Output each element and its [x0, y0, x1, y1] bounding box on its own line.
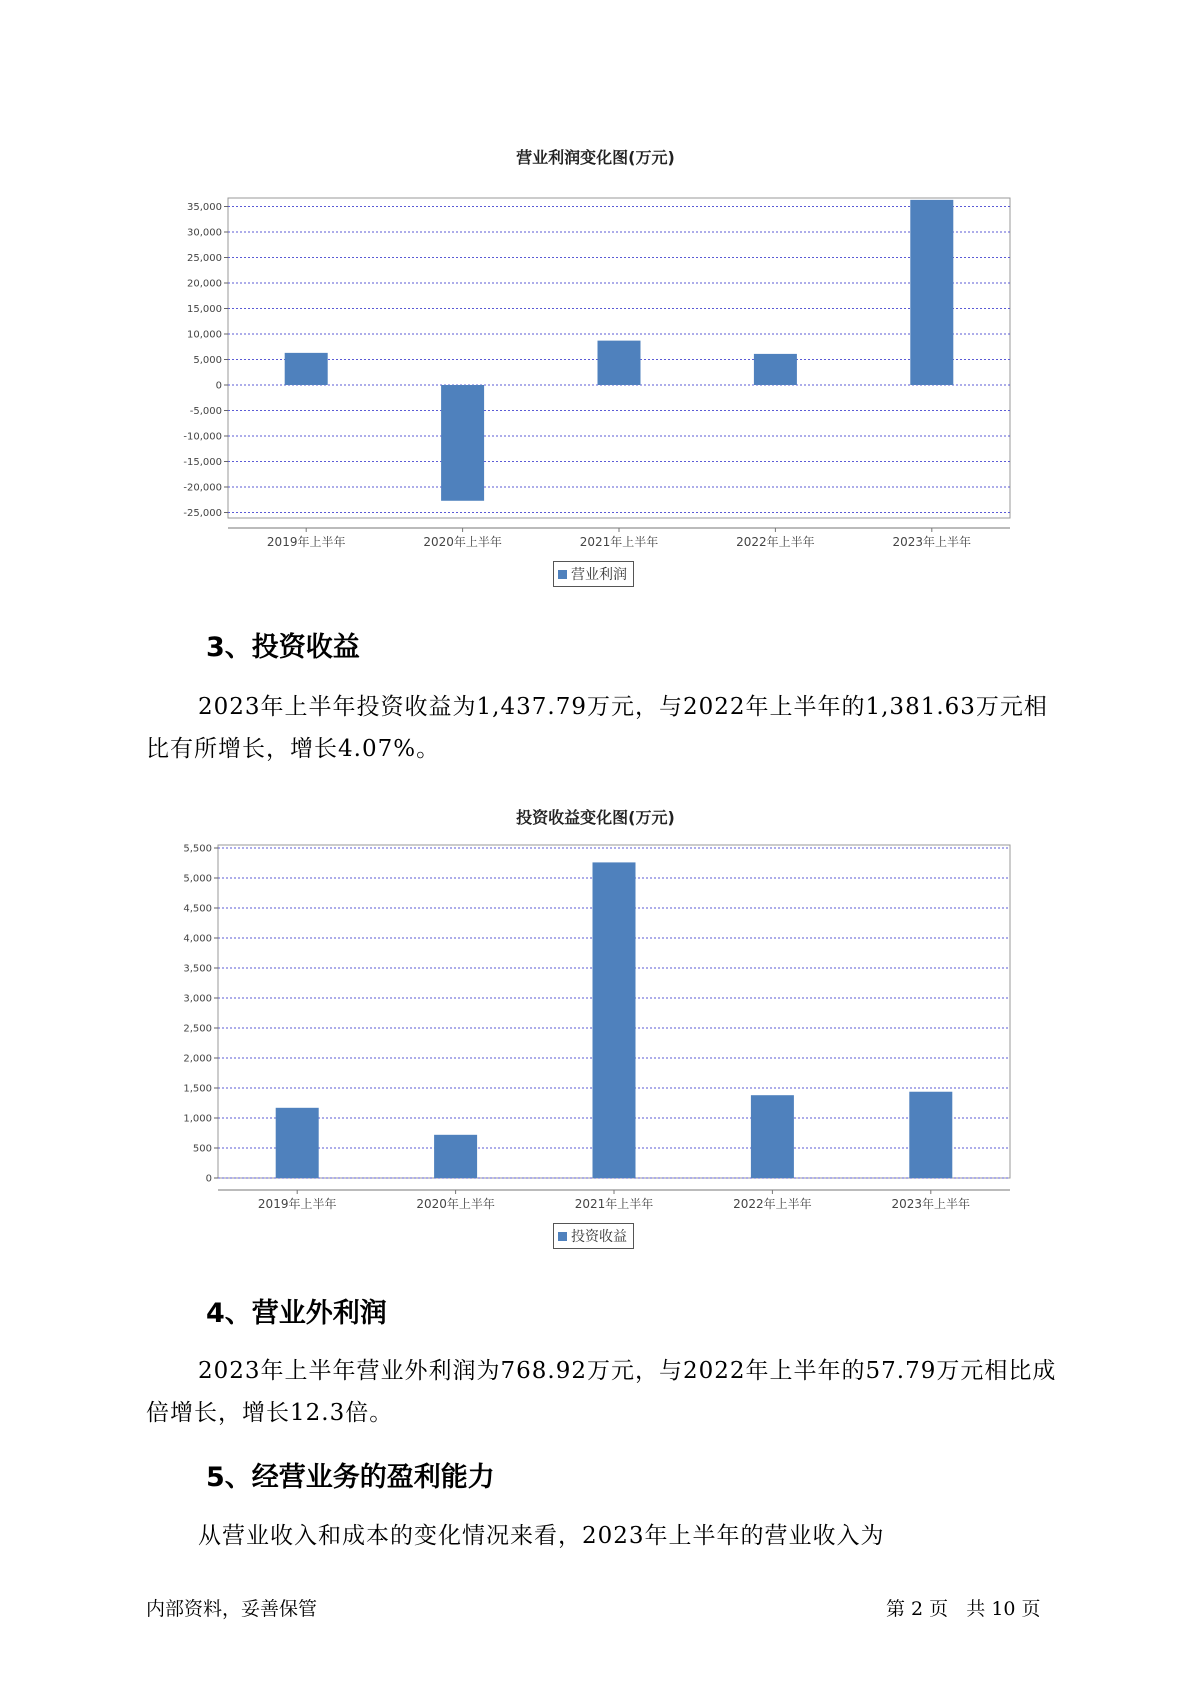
bar [593, 862, 636, 1178]
legend-swatch [558, 1232, 567, 1241]
legend-label: 营业利润 [571, 567, 627, 583]
y-tick-label: 25,000 [187, 253, 222, 264]
y-tick-label: 1,500 [183, 1083, 212, 1095]
y-tick-label: 0 [215, 380, 222, 392]
y-tick-label: 1,000 [183, 1113, 212, 1125]
y-tick-label: -25,000 [183, 508, 222, 519]
y-tick-label: 4,500 [183, 903, 212, 915]
x-tick-label: 2019年上半年 [257, 1197, 337, 1211]
non-operating-profit-paragraph: 2023年上半年营业外利润为768.92万元，与2022年上半年的57.79万元相比成倍增长，增长12.3倍。 [146, 1358, 1057, 1426]
y-tick-label: 0 [205, 1173, 212, 1185]
x-tick-label: 2022年上半年 [733, 1197, 812, 1211]
x-tick-label: 2021年上半年 [574, 1197, 654, 1211]
chart-title: 营业利润变化图(万元) [516, 148, 675, 167]
y-tick-label: 3,000 [183, 993, 212, 1005]
profitability-paragraph: 从营业收入和成本的变化情况来看，2023年上半年的营业收入为 [198, 1523, 885, 1549]
y-tick-label: -5,000 [189, 406, 222, 417]
legend-label: 投资收益 [571, 1229, 627, 1245]
y-tick-label: 10,000 [187, 329, 222, 341]
bar [909, 1092, 952, 1178]
y-tick-label: 35,000 [187, 202, 222, 213]
y-tick-label: -10,000 [183, 431, 222, 443]
section-heading-profitability: 5、经营业务的盈利能力 [206, 1462, 495, 1493]
chart-title: 投资收益变化图(万元) [516, 808, 675, 827]
section-heading-non-operating-profit: 4、营业外利润 [206, 1298, 387, 1329]
bar [276, 1108, 319, 1178]
y-tick-label: 15,000 [187, 304, 222, 315]
y-tick-label: 2,000 [183, 1053, 212, 1065]
y-tick-label: 20,000 [187, 278, 222, 290]
x-tick-label: 2023年上半年 [891, 1197, 971, 1211]
section-heading-investment-income: 3、投资收益 [206, 632, 360, 663]
x-tick-label: 2022年上半年 [736, 535, 815, 549]
y-tick-label: 3,500 [183, 963, 212, 975]
x-tick-label: 2020年上半年 [416, 1197, 495, 1211]
footer-page-number: 第 2 页 共 10 页 [886, 1598, 1041, 1620]
chart-legend [553, 1223, 634, 1249]
y-tick-label: 2,500 [183, 1023, 212, 1035]
x-tick-label: 2019年上半年 [266, 535, 346, 549]
y-tick-label: 5,500 [183, 843, 212, 855]
y-tick-label: 5,000 [193, 355, 222, 366]
y-tick-label: -20,000 [183, 482, 222, 494]
y-tick-label: 5,000 [183, 873, 212, 885]
y-tick-label: -15,000 [183, 457, 222, 468]
y-tick-label: 500 [192, 1143, 212, 1155]
footer-left: 内部资料，妥善保管 [146, 1598, 318, 1620]
x-tick-label: 2023年上半年 [892, 535, 972, 549]
y-tick-label: 4,000 [183, 933, 212, 945]
bar [751, 1095, 794, 1178]
y-tick-label: 30,000 [187, 227, 222, 239]
x-tick-label: 2020年上半年 [423, 535, 502, 549]
investment-income-paragraph: 2023年上半年投资收益为1,437.79万元，与2022年上半年的1,381.63万元相比有所增长，增长4.07%。 [146, 694, 1048, 762]
bar [434, 1135, 477, 1178]
x-tick-label: 2021年上半年 [579, 535, 659, 549]
